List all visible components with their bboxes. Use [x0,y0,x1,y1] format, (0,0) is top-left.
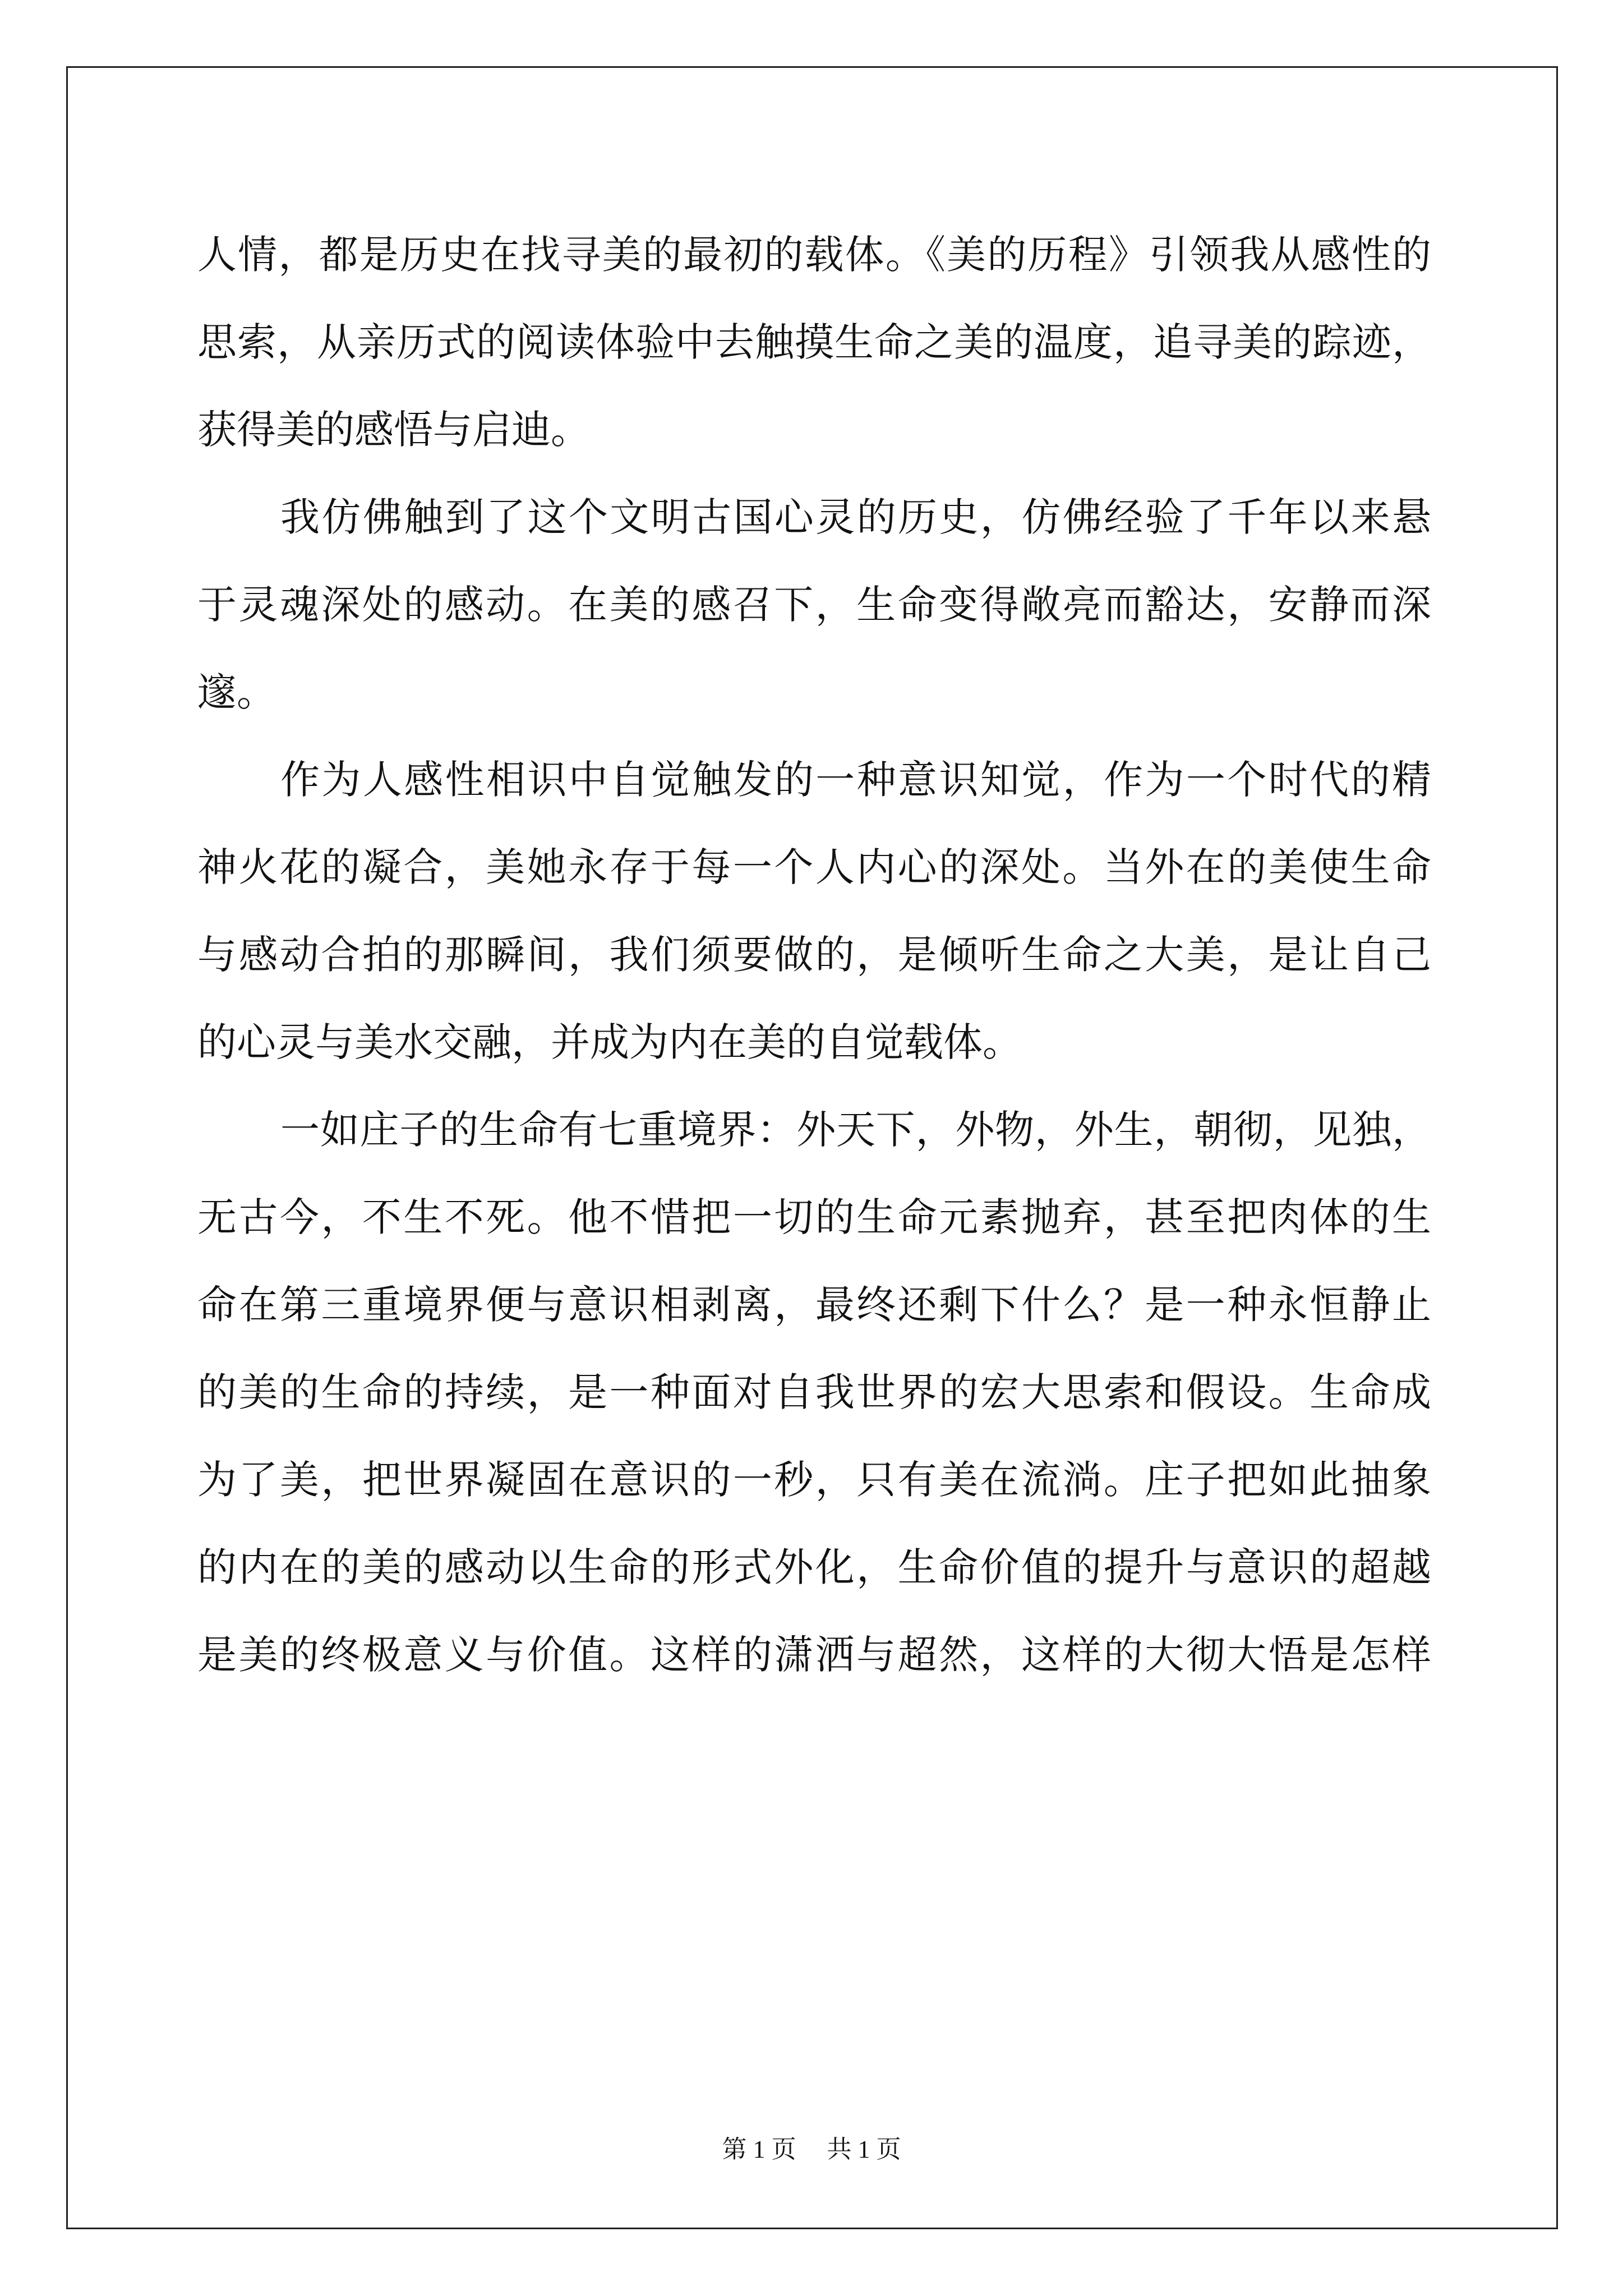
text-line: 于灵魂深处的感动。在美的感召下，生命变得敞亮而豁达，安静而深 [197,582,1431,628]
text-line: 邃。 [197,669,276,715]
text-line: 的美的生命的持续，是一种面对自我世界的宏大思索和假设。生命成 [197,1369,1431,1415]
page-footer [0,2129,1623,2165]
text-line: 的心灵与美水交融，并成为内在美的自觉载体。 [197,1019,1022,1065]
page-number: 第 1 页 [722,2136,796,2163]
text-line: 无古今，不生不死。他不惜把一切的生命元素抛弃，甚至把肉体的生 [197,1194,1431,1240]
page-total: 共 1 页 [827,2136,901,2163]
text-line: 我仿佛触到了这个文明古国心灵的历史，仿佛经验了千年以来悬 [280,494,1431,540]
text-line: 神火花的凝合，美她永存于每一个人内心的深处。当外在的美使生命 [197,844,1431,890]
text-line: 为了美，把世界凝固在意识的一秒，只有美在流淌。庄子把如此抽象 [197,1457,1431,1503]
text-line: 获得美的感悟与启迪。 [197,407,590,453]
text-line: 一如庄子的生命有七重境界：外天下，外物，外生，朝彻，见独， [280,1107,1431,1153]
document-body [197,211,1431,1699]
text-line: 与感动合拍的那瞬间，我们须要做的，是倾听生命之大美，是让自己 [197,932,1431,978]
text-line: 作为人感性相识中自觉触发的一种意识知觉，作为一个时代的精 [280,757,1431,803]
text-line: 人情，都是历史在找寻美的最初的载体。《美的历程》引领我从感性的 [197,232,1431,278]
text-line: 是美的终极意义与价值。这样的潇洒与超然，这样的大彻大悟是怎样 [197,1632,1431,1678]
text-line: 思索，从亲历式的阅读体验中去触摸生命之美的温度，追寻美的踪迹， [197,319,1431,365]
text-line: 命在第三重境界便与意识相剥离，最终还剩下什么？是一种永恒静止 [197,1282,1431,1328]
text-line: 的内在的美的感动以生命的形式外化，生命价值的提升与意识的超越 [197,1544,1431,1590]
